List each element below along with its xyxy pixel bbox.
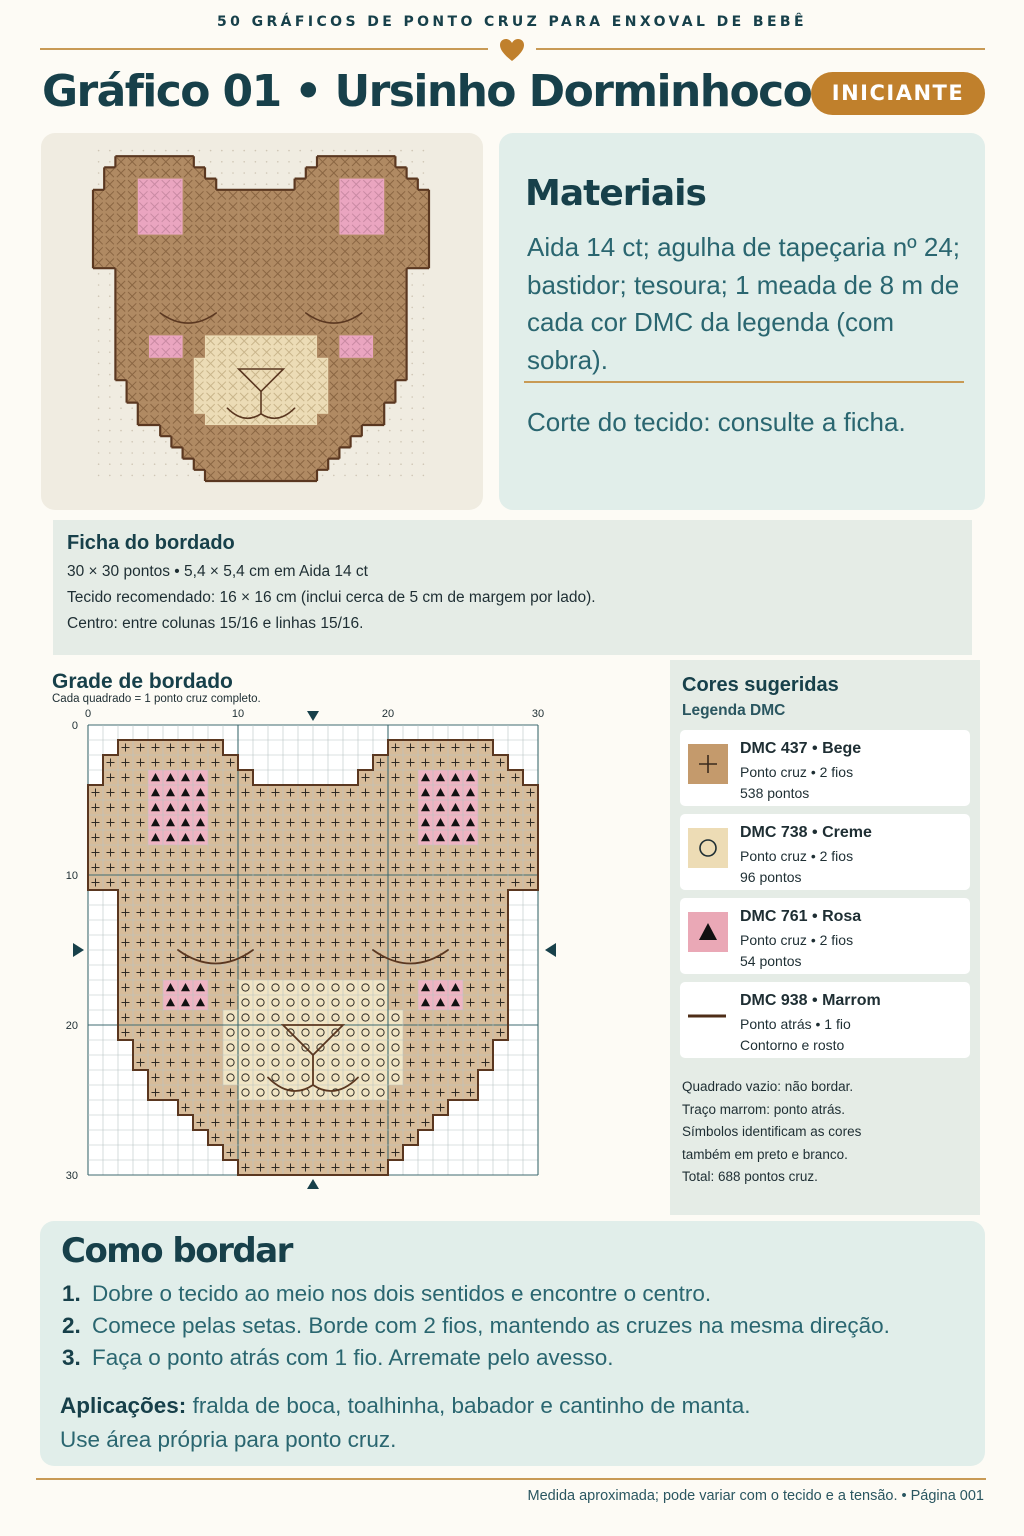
legend-note: Símbolos identificam as cores: [682, 1124, 862, 1140]
stitch-cream: [238, 1070, 253, 1085]
step-text: Comece pelas setas. Borde com 2 fios, mantendo as cruzes na mesma direção.: [92, 1313, 890, 1338]
stitch-cream: [238, 980, 253, 995]
x-tick-label: 20: [381, 708, 395, 720]
ficha-heading: Ficha do bordado: [67, 532, 235, 554]
stitch-cream: [268, 995, 283, 1010]
stitch-cream: [328, 1085, 343, 1100]
stitch-cream: [253, 1025, 268, 1040]
center-arrow-right-icon: [545, 943, 556, 957]
series-title: 50 GRÁFICOS DE PONTO CRUZ PARA ENXOVAL DE BEBÊ: [217, 14, 807, 30]
legend-stitch: Ponto atrás • 1 fio: [740, 1016, 851, 1032]
grade-subtitle: Cada quadrado = 1 ponto cruz completo.: [52, 693, 261, 705]
stitch-cream: [298, 1055, 313, 1070]
triangle-symbol-swatch: [688, 912, 728, 952]
legend-heading: Cores sugeridas: [682, 674, 839, 696]
stitch-cream: [388, 1055, 403, 1070]
legend-notes: [682, 1076, 861, 1189]
stitch-cream: [358, 1010, 373, 1025]
x-tick-label: 10: [231, 708, 245, 720]
stitch-cream: [343, 1010, 358, 1025]
stitch-cream: [343, 1025, 358, 1040]
legend-count: 538 pontos: [740, 785, 810, 801]
step-2: [62, 1313, 890, 1339]
stitch-cream: [313, 1025, 328, 1040]
legend-name: DMC 938 • Marrom: [740, 992, 881, 1009]
stitch-cream: [283, 1070, 298, 1085]
legend-note: Quadrado vazio: não bordar.: [682, 1079, 854, 1094]
step-1: [62, 1281, 711, 1307]
stitch-cream: [253, 1070, 268, 1085]
materials-card: [499, 133, 985, 510]
stitch-cream: [358, 1025, 373, 1040]
legend-subtitle: Legenda DMC: [682, 702, 786, 719]
ficha-size: 30 × 30 pontos • 5,4 × 5,4 cm em Aida 14 ct: [67, 563, 368, 580]
applications: [60, 1393, 750, 1419]
stitch-cream: [373, 1070, 388, 1085]
stitch-cream: [388, 1010, 403, 1025]
step-number: 3.: [62, 1345, 81, 1370]
legend-stitch: Ponto cruz • 2 fios: [740, 848, 854, 864]
level-badge: INICIANTE: [811, 72, 985, 115]
stitch-cream: [373, 980, 388, 995]
legend-name: DMC 738 • Creme: [740, 824, 872, 841]
stitch-cream: [283, 980, 298, 995]
materials-heading: Materiais: [525, 173, 706, 214]
stitch-cream: [313, 980, 328, 995]
page-title: Gráfico 01 • Ursinho Dorminhoco: [42, 66, 812, 117]
stitch-cream: [298, 980, 313, 995]
legend-item-dmc-761: [680, 898, 970, 974]
stitch-cream: [358, 1055, 373, 1070]
legend-name: DMC 437 • Bege: [740, 740, 862, 757]
stitch-cream: [343, 1040, 358, 1055]
stitch-cream: [388, 1040, 403, 1055]
circle-symbol-swatch: [688, 828, 728, 868]
stitch-cream: [253, 995, 268, 1010]
y-tick-label: 30: [65, 1170, 78, 1182]
stitch-cream: [373, 1085, 388, 1100]
legend-stitch: Ponto cruz • 2 fios: [740, 764, 854, 780]
stitch-cream: [253, 1040, 268, 1055]
stitch-cream: [358, 980, 373, 995]
stitch-cream: [328, 995, 343, 1010]
stitch-cream: [343, 980, 358, 995]
stitch-cream: [298, 995, 313, 1010]
stitch-cream: [238, 1010, 253, 1025]
stitch-cream: [358, 1070, 373, 1085]
legend-item-dmc-738: [680, 814, 970, 890]
materials-divider: [524, 381, 964, 383]
stitch-cream: [328, 1055, 343, 1070]
stitch-cream: [268, 1055, 283, 1070]
stitch-cream: [313, 1070, 328, 1085]
step-number: 1.: [62, 1281, 81, 1306]
stitch-cream: [298, 1010, 313, 1025]
stitch-cream: [268, 1070, 283, 1085]
stitch-cream: [283, 1010, 298, 1025]
step-text: Dobre o tecido ao meio nos dois sentidos e encontre o centro.: [92, 1281, 712, 1306]
stitch-cream: [328, 1070, 343, 1085]
legend-count: 54 pontos: [740, 953, 802, 969]
stitch-cream: [373, 1010, 388, 1025]
grade-heading: Grade de bordado: [52, 670, 233, 693]
x-tick-label: 0: [84, 708, 92, 720]
ficha-center: Centro: entre colunas 15/16 e linhas 15/16.: [67, 615, 364, 632]
applications-label: Aplicações:: [60, 1393, 187, 1418]
stitch-cream: [313, 1010, 328, 1025]
embroidery-grid: [0, 0, 560, 1200]
stitch-cream: [238, 1025, 253, 1040]
stitch-cream: [283, 1055, 298, 1070]
stitch-cream: [328, 1040, 343, 1055]
y-tick-label: 0: [71, 720, 78, 732]
legend-note: Traço marrom: ponto atrás.: [682, 1101, 846, 1117]
legend-count: Contorno e rosto: [740, 1037, 845, 1053]
stitch-cream: [238, 1040, 253, 1055]
footer-text: Medida aproximada; pode variar com o tecido e a tensão. • Página 001: [527, 1488, 984, 1504]
legend-item-dmc-437: [680, 730, 970, 806]
stitch-cream: [328, 1010, 343, 1025]
stitch-cream: [253, 980, 268, 995]
stitch-cream: [223, 1055, 238, 1070]
stitch-cream: [373, 995, 388, 1010]
stitch-cream: [283, 1040, 298, 1055]
stitch-cream: [223, 1070, 238, 1085]
stitch-cream: [343, 1055, 358, 1070]
stitch-cream: [238, 1055, 253, 1070]
ficha-fabric: Tecido recomendado: 16 × 16 cm (inclui cerca de 5 cm de margem por lado).: [67, 589, 596, 606]
header-rule-right: [536, 48, 985, 50]
cross-symbol-swatch: [688, 744, 728, 784]
stitch-cream: [238, 1085, 253, 1100]
x-tick-label: 30: [531, 708, 545, 720]
materials-cut-note: Corte do tecido: consulte a ficha.: [527, 407, 906, 437]
stitch-cream: [253, 1085, 268, 1100]
legend-panel: [670, 660, 980, 1215]
applications-text: fralda de boca, toalhinha, babador e cantinho de manta.: [186, 1393, 751, 1418]
legend-name: DMC 761 • Rosa: [740, 908, 862, 925]
backstitch-line-swatch: [688, 996, 728, 1036]
stitch-cream: [388, 1070, 403, 1085]
how-to-card: [40, 1221, 985, 1466]
legend-stitch: Ponto cruz • 2 fios: [740, 932, 854, 948]
stitch-cream: [268, 1010, 283, 1025]
step-text: Faça o ponto atrás com 1 fio. Arremate pelo avesso.: [92, 1345, 614, 1370]
stitch-cream: [328, 980, 343, 995]
step-number: 2.: [62, 1313, 81, 1338]
stitch-cream: [358, 995, 373, 1010]
stitch-cream: [373, 1055, 388, 1070]
stitch-cream: [388, 1025, 403, 1040]
stitch-cream: [343, 995, 358, 1010]
legend-note: também em preto e branco.: [682, 1146, 848, 1162]
stitch-cream: [313, 995, 328, 1010]
stitch-cream: [223, 1040, 238, 1055]
stitch-cream: [223, 1025, 238, 1040]
center-arrow-left-icon: [73, 943, 84, 957]
stitch-cream: [358, 1085, 373, 1100]
y-tick-label: 20: [65, 1020, 78, 1032]
stitch-cream: [268, 980, 283, 995]
stitch-cream: [268, 1040, 283, 1055]
stitch-cream: [313, 1055, 328, 1070]
center-arrow-top-icon: [307, 711, 319, 721]
stitch-cream: [298, 1070, 313, 1085]
materials-text: Aida 14 ct; agulha de tapeçaria nº 24; bastidor; tesoura; 1 meada de 8 m de cada cor DMC da legenda (com sobra).: [527, 232, 961, 375]
stitch-cream: [373, 1040, 388, 1055]
applications-note: Use área própria para ponto cruz.: [60, 1427, 397, 1452]
stitch-cream: [298, 1025, 313, 1040]
stitch-cream: [238, 995, 253, 1010]
step-3: [62, 1345, 614, 1371]
stitch-cream: [283, 995, 298, 1010]
y-tick-label: 10: [65, 870, 78, 882]
stitch-cream: [373, 1025, 388, 1040]
footer-rule: [36, 1478, 986, 1480]
legend-item-dmc-938: [680, 982, 970, 1058]
stitch-cream: [358, 1040, 373, 1055]
stitch-cream: [268, 1025, 283, 1040]
legend-count: 96 pontos: [740, 869, 802, 885]
center-arrow-bottom-icon: [307, 1179, 319, 1189]
stitch-cream: [223, 1010, 238, 1025]
stitch-cream: [253, 1010, 268, 1025]
stitch-cream: [253, 1055, 268, 1070]
stitch-cream: [283, 1085, 298, 1100]
stitch-cream: [343, 1070, 358, 1085]
how-to-heading: Como bordar: [61, 1231, 292, 1271]
legend-note-total: Total: 688 pontos cruz.: [682, 1169, 818, 1185]
